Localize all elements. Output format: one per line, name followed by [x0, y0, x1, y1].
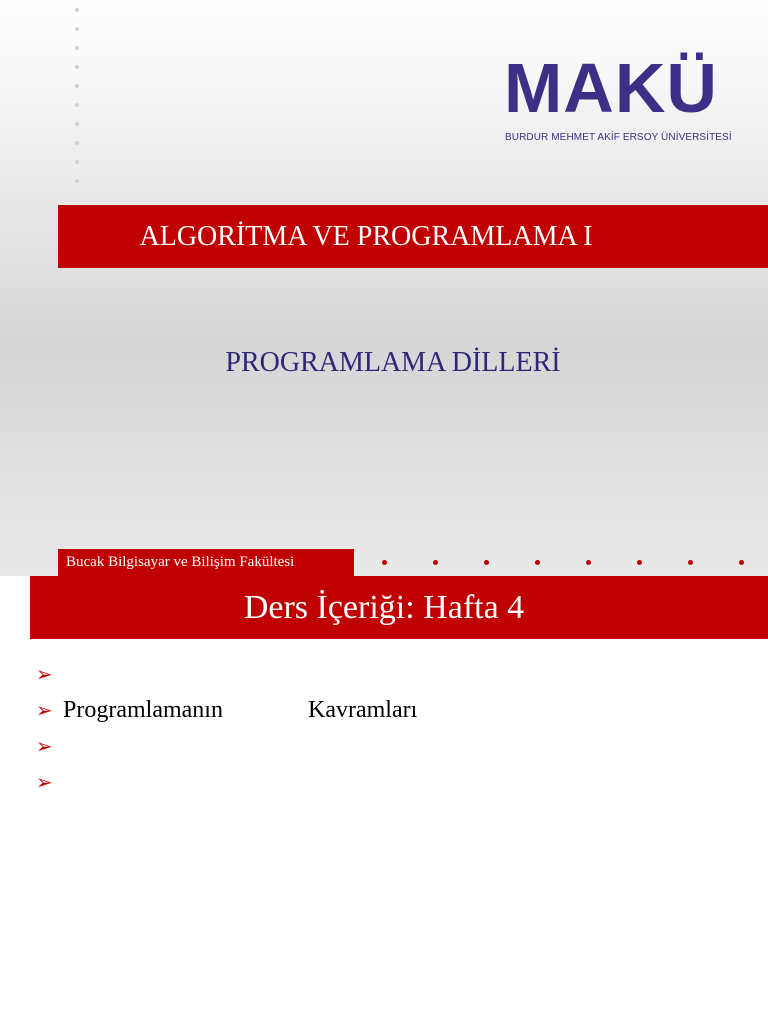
bullet-text: Programlamanın — [63, 696, 223, 723]
subtitle-text: PROGRAMLAMA DİLLERİ — [225, 347, 561, 378]
decorative-dot-column — [75, 8, 81, 198]
arrow-bullet-icon: ➢ — [36, 771, 53, 794]
course-title-bar — [58, 205, 768, 268]
arrow-bullet-icon: ➢ — [36, 735, 53, 758]
list-item — [36, 692, 756, 728]
course-title: ALGORİTMA VE PROGRAMLAMA I — [139, 220, 593, 252]
decorative-dot-row — [382, 560, 768, 568]
content-heading-bar — [30, 576, 768, 639]
bullet-text-secondary: Kavramları — [308, 696, 418, 723]
logo-wordmark: MAKÜ — [504, 49, 718, 127]
logo-subtitle: BURDUR MEHMET AKİF ERSOY ÜNİVERSİTESİ — [505, 132, 732, 143]
bullet-list — [36, 656, 756, 800]
university-logo — [504, 50, 760, 150]
content-heading: Ders İçeriği: Hafta 4 — [243, 588, 525, 626]
content-slide — [0, 576, 768, 1024]
list-item — [36, 656, 756, 692]
slide-subtitle — [0, 347, 768, 379]
arrow-bullet-icon: ➢ — [36, 663, 53, 686]
list-item — [36, 728, 756, 764]
list-item — [36, 764, 756, 800]
faculty-label: Bucak Bilgisayar ve Bilişim Fakültesi — [58, 549, 354, 576]
arrow-bullet-icon: ➢ — [36, 699, 53, 722]
